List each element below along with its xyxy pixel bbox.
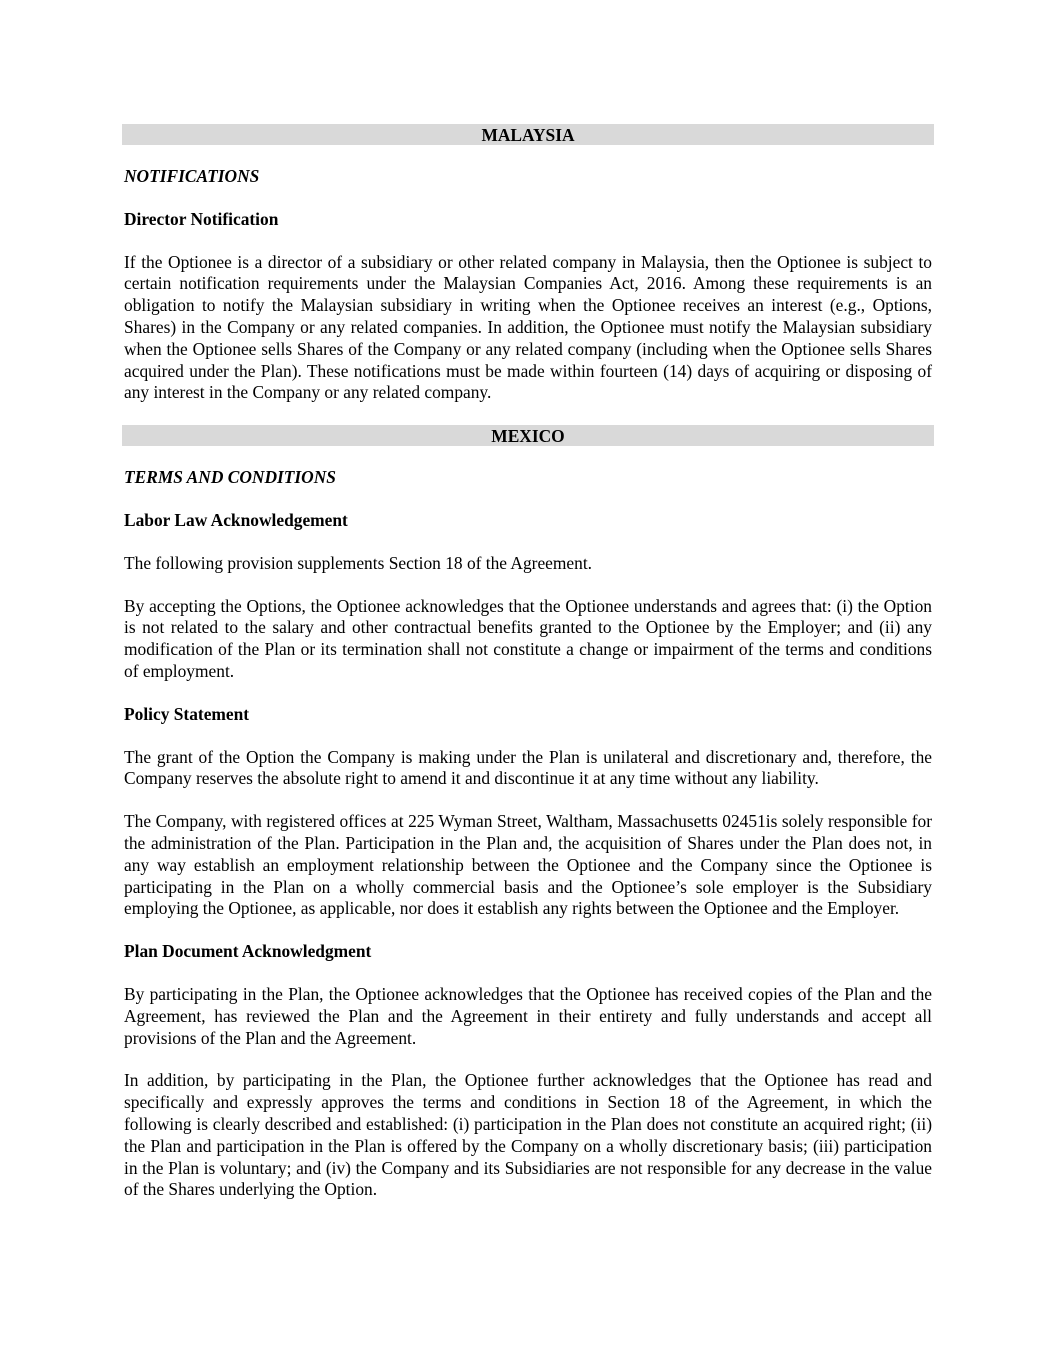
paragraph-plan-document-2: In addition, by participating in the Plan, the Optionee further acknowledges that the Optionee has read and specifically and expressly approves the terms and conditions in Section 18 of the Agreement, in which the following is clearly described and established: (i) participation in the Plan does not constitute an acquired right; (ii) the Plan and participation in the Plan is offered by the Company on a wholly discretionary basis; (iii) participation in the Plan is voluntary; and (iv) the Company and its Subsidiaries are not responsible for any decrease in the value of the Shares underlying the Option. — [124, 1070, 932, 1200]
heading-director-notification: Director Notification — [124, 208, 279, 229]
heading-plan-document: Plan Document Acknowledgment — [124, 941, 372, 962]
paragraph-director-notification: If the Optionee is a director of a subsidiary or other related company in Malaysia, then the Optionee is subject to certain notification requirements under the Malaysian Companies Act, 2016. Among these requirements is an obligation to notify the Malaysian subsidiary in writing when the Optionee receives an interest (e.g., Options, Shares) in the Company or any related companies. In addition, the Optionee must notify the Malaysian subsidiary when the Optionee sells Shares of the Company or any related company (including when the Optionee sells Shares acquired under the Plan). These notifications must be made within fourteen (14) days of acquiring or disposing of any interest in the Company or any related company. — [124, 251, 932, 403]
subheading-notifications: NOTIFICATIONS — [124, 166, 260, 186]
document-body — [124, 124, 932, 1201]
paragraph-policy-1: The grant of the Option the Company is making under the Plan is unilateral and discretionary and, therefore, the Company reserves the absolute right to amend it and discontinue it at any time without any liability. — [124, 746, 932, 789]
section-title-malaysia: MALAYSIA — [122, 124, 934, 145]
paragraph-policy-2: The Company, with registered offices at 225 Wyman Street, Waltham, Massachusetts 02451is solely responsible for the administration of the Plan. Participation in the Plan and, the acquisition of Shares under the Plan does not, in any way establish an employment relationship between the Optionee and the Company since the Optionee is participating in the Plan on a wholly commercial basis and the Optionee’s sole employer is the Subsidiary employing the Optionee, as applicable, nor does it establish any rights between the Optionee and the Employer. — [124, 811, 932, 919]
paragraph-labor-intro: The following provision supplements Section 18 of the Agreement. — [124, 552, 593, 573]
subheading-terms-and-conditions: TERMS AND CONDITIONS — [124, 467, 336, 488]
heading-labor-law: Labor Law Acknowledgement — [124, 509, 348, 530]
paragraph-plan-document-1: By participating in the Plan, the Optionee acknowledges that the Optionee has received copies of the Plan and the Agreement, has reviewed the Plan and the Agreement in their entirety and fully understands and accept all provisions of the Plan and the Agreement. — [124, 983, 932, 1048]
heading-policy-statement: Policy Statement — [124, 703, 250, 724]
paragraph-labor-law: By accepting the Options, the Optionee acknowledges that the Optionee understands and agrees that: (i) the Option is not related to the salary and other contractual benefits granted to the Optionee by the Employer; and (ii) any modification of the Plan or its termination shall not constitute a change or impairment of the terms and conditions of employment. — [124, 595, 932, 681]
section-title-mexico: MEXICO — [122, 425, 934, 446]
